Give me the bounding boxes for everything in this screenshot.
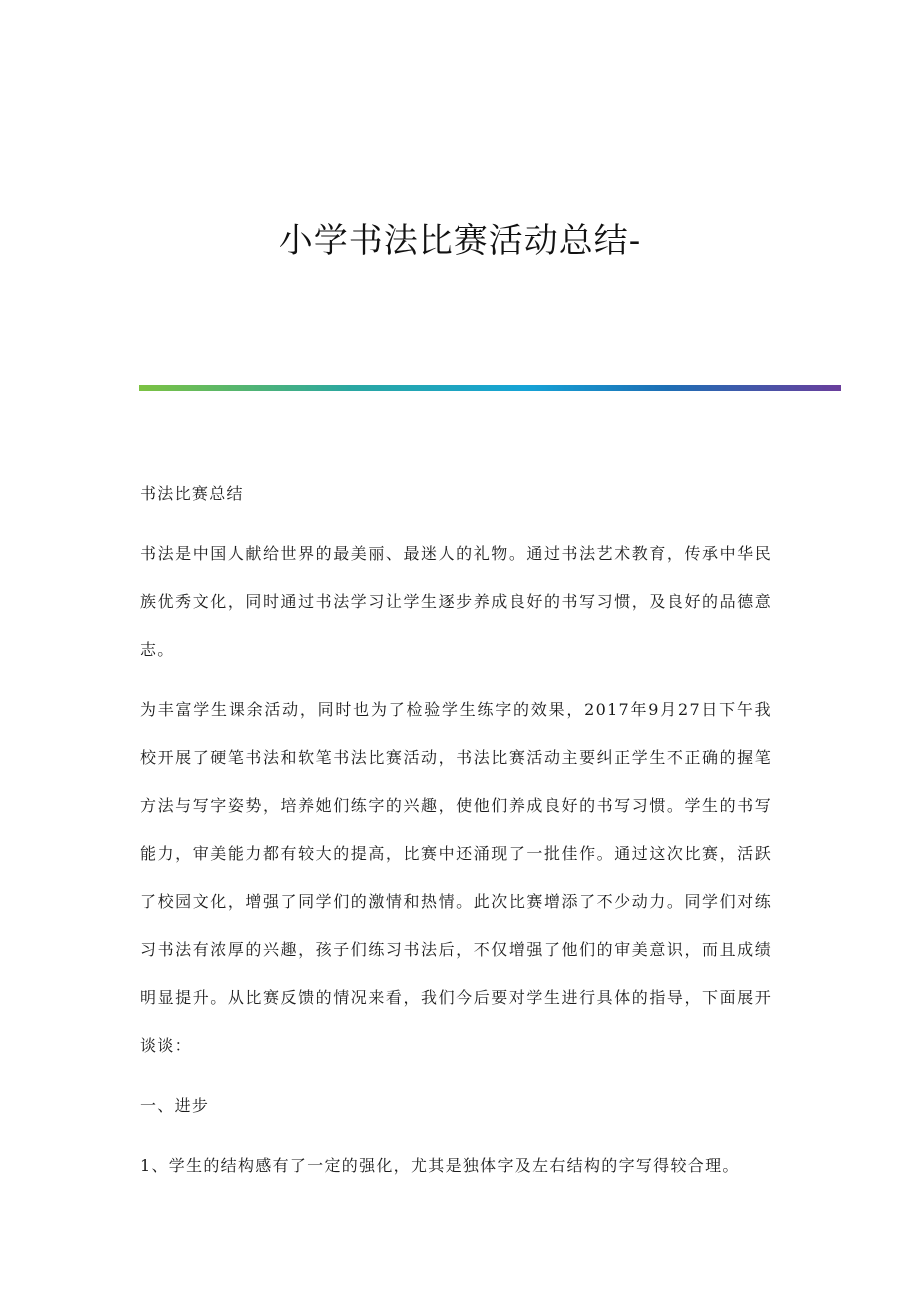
subsection-heading: 一、进步: [140, 1096, 210, 1115]
document-body: [140, 470, 772, 1202]
intro-paragraph: 书法是中国人献给世界的最美丽、最迷人的礼物。通过书法艺术教育，传承中华民族优秀文化，同时通过书法学习让学生逐步养成良好的书写习惯，及良好的品德意志。: [140, 544, 772, 659]
list-item: 1、学生的结构感有了一定的强化，尤其是独体字及左右结构的字写得较合理。: [140, 1156, 740, 1175]
document-title: 小学书法比赛活动总结-: [278, 221, 642, 261]
section-heading: 书法比赛总结: [140, 484, 244, 503]
body-paragraph: 为丰富学生课余活动，同时也为了检验学生练字的效果，2017年9月27日下午我校开展了硬笔书法和软笔书法比赛活动，书法比赛活动主要纠正学生不正确的握笔方法与写字姿势，培养她们练字的兴趣，使他们养成良好的书写习惯。学生的书写能力，审美能力都有较大的提高，比赛中还涌现了一批佳作。通过这次比赛，活跃了校园文化，增强了同学们的激情和热情。此次比赛增添了不少动力。同学们对练习书法有浓厚的兴趣，孩子们练习书法后，不仅增强了他们的审美意识，而且成绩明显提升。从比赛反馈的情况来看，我们今后要对学生进行具体的指导，下面展开谈谈：: [140, 700, 772, 1055]
title-divider: [139, 385, 841, 391]
